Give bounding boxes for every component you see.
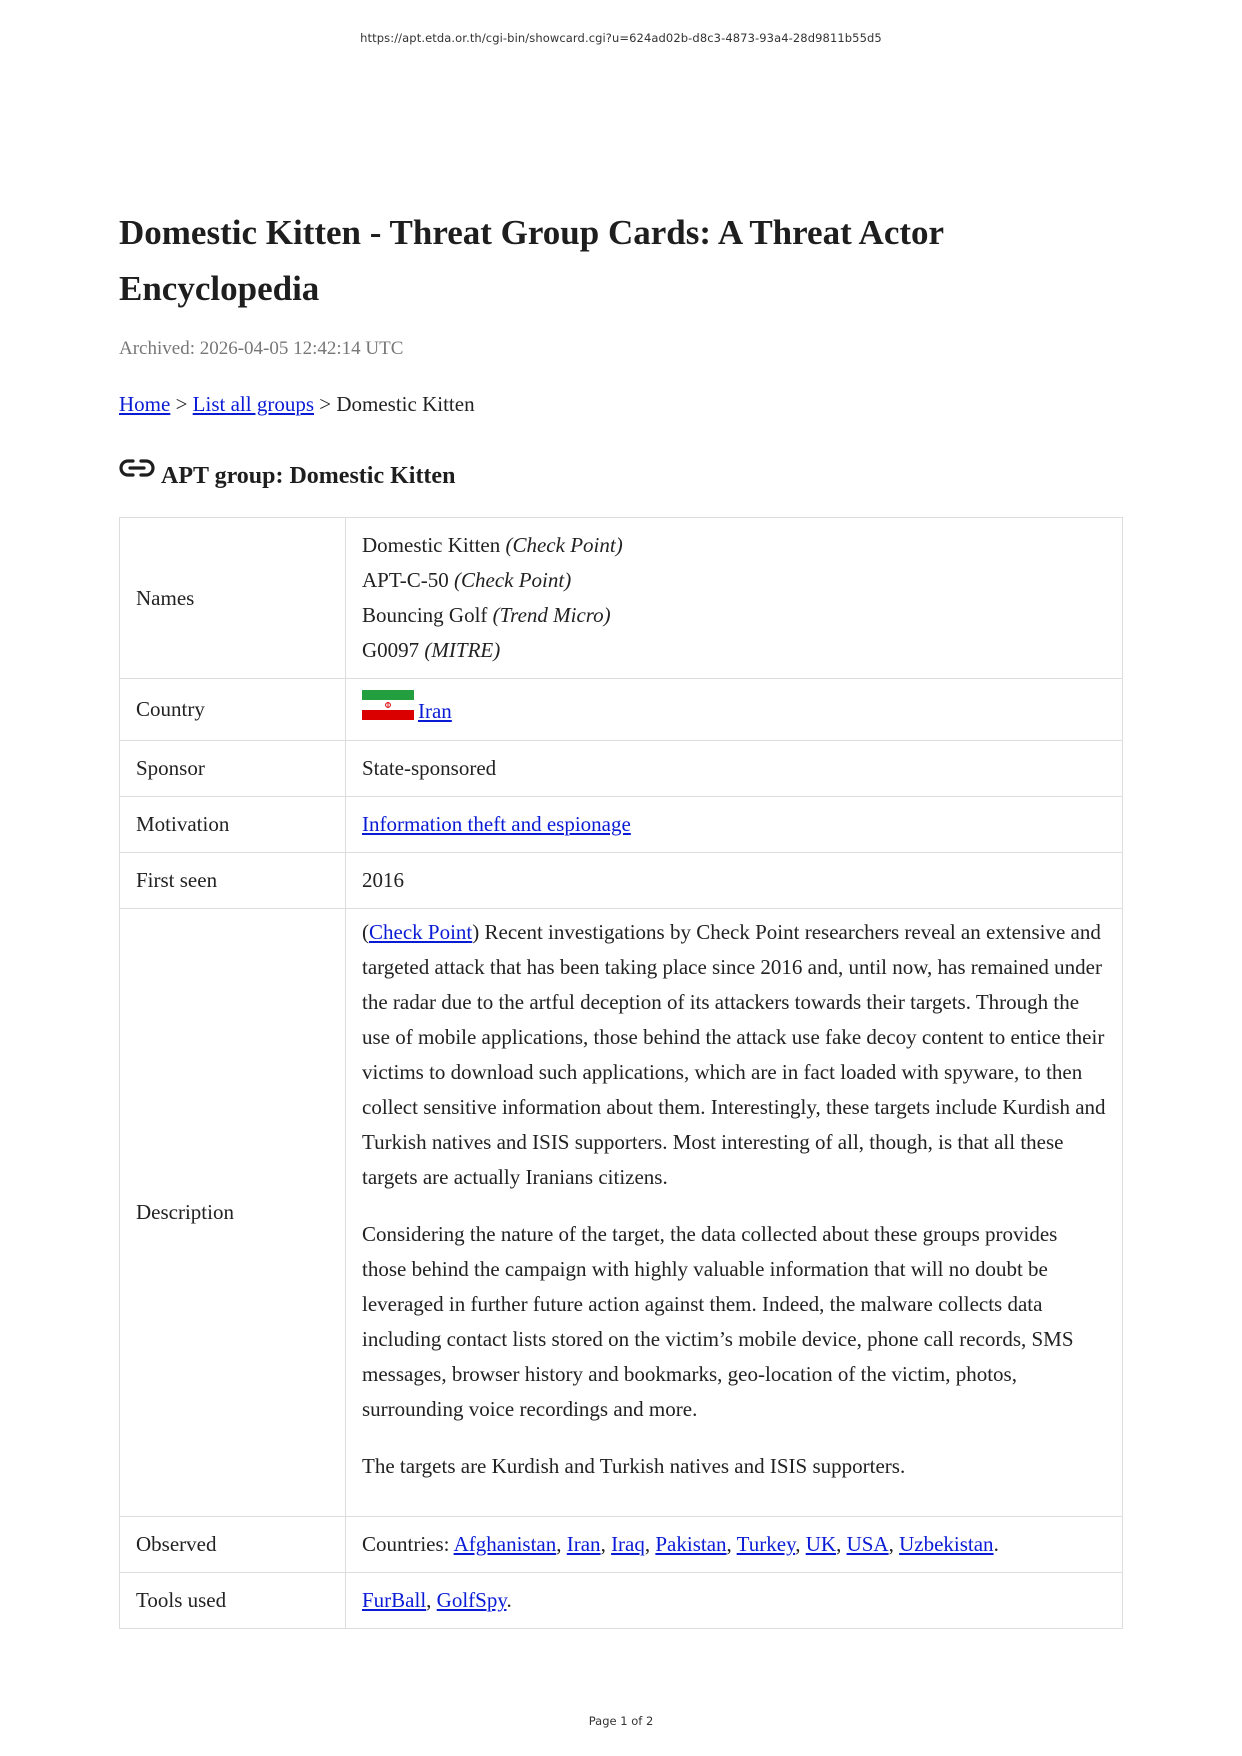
names-value: [346, 518, 1123, 679]
breadcrumb-separator: >: [170, 392, 193, 416]
list-separator: ,: [726, 1532, 737, 1556]
observed-label: Observed: [120, 1517, 346, 1573]
country-value: [346, 679, 1123, 741]
link-icon[interactable]: [119, 456, 155, 480]
observed-country-link-turkey[interactable]: Turkey: [736, 1532, 796, 1556]
sponsor-label: Sponsor: [120, 741, 346, 797]
observed-country-link-iran[interactable]: Iran: [566, 1532, 601, 1556]
names-row: [120, 518, 1123, 679]
tool-link-furball[interactable]: FurBall: [362, 1588, 427, 1612]
list-separator: ,: [556, 1532, 567, 1556]
name-entry: APT-C-50 (Check Point): [362, 568, 572, 592]
observed-country-link-iraq[interactable]: Iraq: [611, 1532, 645, 1556]
tool-link-golfspy[interactable]: GolfSpy: [436, 1588, 507, 1612]
breadcrumb-home-link[interactable]: Home: [119, 392, 171, 416]
description-row: [120, 909, 1123, 1517]
check-point-source-link[interactable]: Check Point: [369, 920, 473, 944]
description-paragraph: The targets are Kurdish and Turkish natives and ISIS supporters.: [362, 1454, 906, 1478]
breadcrumb-current: Domestic Kitten: [336, 392, 475, 416]
list-separator: ,: [836, 1532, 847, 1556]
description-label: Description: [120, 909, 346, 1517]
main-content: [119, 205, 1123, 1629]
observed-country-list: [454, 1532, 994, 1556]
first-seen-row: [120, 853, 1123, 909]
tools-list: [362, 1588, 506, 1612]
observed-value: Countries: Afghanistan, Iran, Iraq, Pakistan, Turkey, UK, USA, Uzbekistan.: [346, 1517, 1123, 1573]
list-separator: ,: [600, 1532, 612, 1556]
breadcrumb-list-groups-link[interactable]: List all groups: [192, 392, 314, 416]
page-url: https://apt.etda.or.th/cgi-bin/showcard.cgi?u=624ad02b-d8c3-4873-93a4-28d9811b55d5: [360, 31, 882, 45]
observed-country-link-afghanistan[interactable]: Afghanistan: [453, 1532, 557, 1556]
list-separator: ,: [795, 1532, 806, 1556]
group-card-table: [119, 517, 1123, 1629]
motivation-label: Motivation: [120, 797, 346, 853]
name-entry: Domestic Kitten (Check Point): [362, 533, 623, 557]
page-title: Domestic Kitten - Threat Group Cards: A Threat Actor Encyclopedia: [119, 213, 944, 308]
observed-country-link-pakistan[interactable]: Pakistan: [655, 1532, 727, 1556]
description-paragraph: Considering the nature of the target, the data collected about these groups provides those behind the campaign with highly valuable information that will no doubt be leveraged in further future action against them. Indeed, the malware collects data including contact lists stored on the victim’s mobile device, phone call records, SMS messages, browser history and bookmarks, geo-location of the victim, photos, surrounding voice recordings and more.: [362, 1222, 1074, 1421]
archived-timestamp: Archived: 2026-04-05 12:42:14 UTC: [119, 338, 404, 359]
observed-country-link-uk[interactable]: UK: [805, 1532, 837, 1556]
tools-used-row: [120, 1573, 1123, 1629]
group-heading-text: APT group: Domestic Kitten: [161, 463, 456, 489]
sponsor-row: [120, 741, 1123, 797]
sponsor-value: State-sponsored: [346, 741, 1123, 797]
first-seen-label: First seen: [120, 853, 346, 909]
page-footer: Page 1 of 2: [588, 1714, 654, 1728]
tools-used-value: FurBall, GolfSpy.: [346, 1573, 1123, 1629]
tools-used-label: Tools used: [120, 1573, 346, 1629]
country-name: Iran: [418, 699, 452, 723]
observed-row: [120, 1517, 1123, 1573]
motivation-row: [120, 797, 1123, 853]
motivation-link[interactable]: Information theft and espionage: [362, 812, 631, 836]
country-row: [120, 679, 1123, 741]
group-heading: [119, 461, 1123, 491]
iran-flag-icon: [362, 690, 414, 720]
description-paragraph: (Check Point) Recent investigations by Check Point researchers reveal an extensive and targeted attack that has been taking place since 2016 and, until now, has remained under the radar due to the artful deception of its attackers towards their targets. Through the use of mobile applications, those behind the attack use fake decoy content to entice their victims to download such applications, which are in fact loaded with spyware, to then collect sensitive information about them. Interestingly, these targets include Kurdish and Turkish natives and ISIS supporters. Most interesting of all, though, is that all these targets are actually Iranians citizens.: [362, 920, 1106, 1189]
name-entry: G0097 (MITRE): [362, 638, 501, 662]
breadcrumb-separator: >: [314, 392, 337, 416]
breadcrumb: [119, 391, 1123, 417]
list-separator: ,: [644, 1532, 656, 1556]
observed-country-link-uzbekistan[interactable]: Uzbekistan: [899, 1532, 994, 1556]
name-entry: Bouncing Golf (Trend Micro): [362, 603, 611, 627]
country-label: Country: [120, 679, 346, 741]
motivation-value: [346, 797, 1123, 853]
country-link[interactable]: [362, 699, 452, 723]
names-label: Names: [120, 518, 346, 679]
list-separator: ,: [426, 1588, 437, 1612]
observed-country-link-usa[interactable]: USA: [846, 1532, 889, 1556]
first-seen-value: 2016: [346, 853, 1123, 909]
description-value: [346, 909, 1123, 1517]
list-separator: ,: [888, 1532, 900, 1556]
